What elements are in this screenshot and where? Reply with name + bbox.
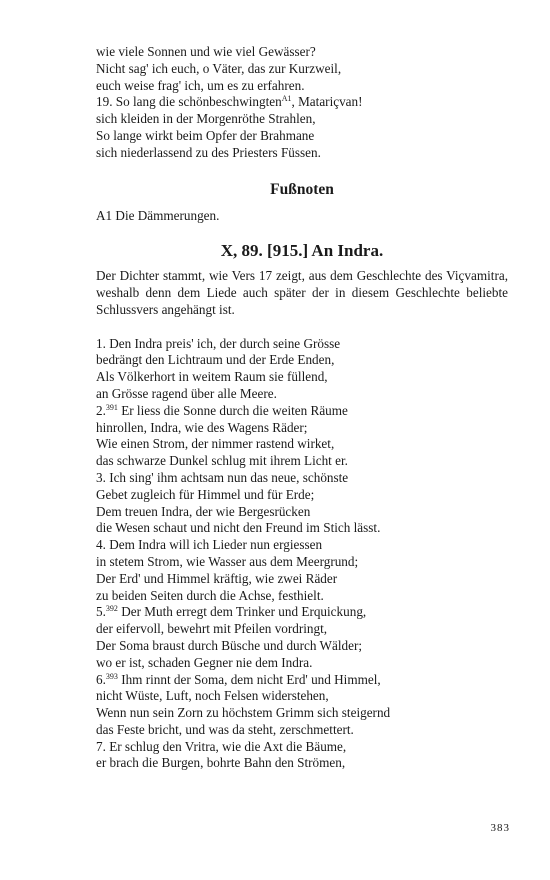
verse-text: zu beiden Seiten durch die Achse, festhielt. bbox=[96, 587, 324, 603]
verse-text: nicht Wüste, Luft, noch Felsen widerstehen, bbox=[96, 688, 329, 704]
top-verse-block bbox=[96, 44, 508, 162]
verse-text: 1. Den Indra preis' ich, der durch seine Grösse bbox=[96, 335, 341, 351]
paragraph-gap bbox=[96, 319, 508, 336]
verse-line bbox=[96, 94, 508, 111]
verse-text-continued: Er liess die Sonne durch die weiten Räume bbox=[117, 402, 348, 418]
verse-line bbox=[96, 386, 508, 403]
verse-line bbox=[96, 369, 508, 386]
verse-text: bedrängt den Lichtraum und der Erde Enden, bbox=[96, 352, 335, 368]
verse-text: sich kleiden in der Morgenröthe Strahlen, bbox=[96, 111, 316, 127]
verse-text: 7. Er schlug den Vritra, wie die Axt die Bäume, bbox=[96, 738, 347, 754]
verse-text: an Grösse ragend über alle Meere. bbox=[96, 385, 277, 401]
footnote-item: A1 Die Dämmerungen. bbox=[96, 207, 220, 223]
verse-line bbox=[96, 145, 508, 162]
verse-line bbox=[96, 755, 508, 772]
verse-line bbox=[96, 604, 508, 621]
footnote-marker[interactable]: 393 bbox=[105, 671, 118, 681]
verse-line bbox=[96, 722, 508, 739]
verse-line bbox=[96, 61, 508, 78]
verse-text: euch weise frag' ich, um es zu erfahren. bbox=[96, 77, 305, 93]
verse-text: 5. bbox=[96, 604, 106, 620]
verse-line bbox=[96, 504, 508, 521]
verse-line bbox=[96, 705, 508, 722]
verse-text: So lange wirkt beim Opfer der Brahmane bbox=[96, 127, 315, 143]
verse-text-continued: Ihm rinnt der Soma, dem nicht Erd' und Himmel, bbox=[117, 671, 381, 687]
footnote-marker[interactable]: 391 bbox=[105, 402, 118, 412]
verse-text: das schwarze Dunkel schlug mit ihrem Licht er. bbox=[96, 453, 348, 469]
verse-line bbox=[96, 453, 508, 470]
verse-text-continued: , Matariçvan! bbox=[291, 94, 363, 110]
verse-text: wo er ist, schaden Gegner nie dem Indra. bbox=[96, 654, 313, 670]
verse-line bbox=[96, 436, 508, 453]
verse-text: er brach die Burgen, bohrte Bahn den Strömen, bbox=[96, 755, 346, 771]
verse-text: 4. Dem Indra will ich Lieder nun ergiessen bbox=[96, 537, 323, 553]
verse-line bbox=[96, 571, 508, 588]
verse-text: wie viele Sonnen und wie viel Gewässer? bbox=[96, 44, 316, 59]
verse-text: Wenn nun sein Zorn zu höchstem Grimm sich steigernd bbox=[96, 705, 391, 721]
verse-line bbox=[96, 403, 508, 420]
verse-line bbox=[96, 588, 508, 605]
footnote-list bbox=[96, 208, 508, 225]
verse-line bbox=[96, 470, 508, 487]
footnote-marker[interactable]: 392 bbox=[105, 604, 118, 614]
verse-text: 19. So lang die schönbeschwingten bbox=[96, 94, 282, 110]
verse-text: 6. bbox=[96, 671, 106, 687]
verse-line bbox=[96, 688, 508, 705]
verse-line bbox=[96, 487, 508, 504]
verse-line bbox=[96, 336, 508, 353]
verse-text: der eifervoll, bewehrt mit Pfeilen vordringt, bbox=[96, 621, 328, 637]
verse-text: Dem treuen Indra, der wie Bergesrücken bbox=[96, 503, 311, 519]
verse-text: die Wesen schaut und nicht den Freund im Stich lässt. bbox=[96, 520, 381, 536]
verse-text: 3. Ich sing' ihm achtsam nun das neue, schönste bbox=[96, 469, 349, 485]
footnotes-heading: Fußnoten bbox=[270, 180, 334, 198]
verse-line bbox=[96, 352, 508, 369]
page-number: 383 bbox=[490, 822, 510, 834]
verse-line bbox=[96, 672, 508, 689]
section-heading: X, 89. [915.] An Indra. bbox=[220, 241, 384, 261]
verse-line bbox=[96, 638, 508, 655]
verse-line bbox=[96, 420, 508, 437]
verse-line bbox=[96, 621, 508, 638]
verse-text: Gebet zugleich für Himmel und für Erde; bbox=[96, 486, 315, 502]
verse-line bbox=[96, 739, 508, 756]
verse-text: Der Erd' und Himmel kräftig, wie zwei Räder bbox=[96, 570, 338, 586]
verse-line bbox=[96, 128, 508, 145]
verse-text: Als Völkerhort in weitem Raum sie füllend, bbox=[96, 369, 328, 385]
verse-line bbox=[96, 520, 508, 537]
verse-text: in stetem Strom, wie Wasser aus dem Meergrund; bbox=[96, 553, 359, 569]
verse-text: 2. bbox=[96, 402, 106, 418]
verse-text: Nicht sag' ich euch, o Väter, das zur Kurzweil, bbox=[96, 60, 342, 76]
verse-text: hinrollen, Indra, wie des Wagens Räder; bbox=[96, 419, 308, 435]
verse-text: Der Soma braust durch Büsche und durch Wälder; bbox=[96, 637, 362, 653]
verse-text: das Feste bricht, und was da steht, zerschmettert. bbox=[96, 721, 354, 737]
verse-block bbox=[96, 336, 508, 773]
footnote-marker[interactable]: A1 bbox=[281, 94, 292, 104]
verse-line bbox=[96, 655, 508, 672]
verse-line bbox=[96, 44, 508, 61]
verse-line bbox=[96, 111, 508, 128]
section-intro: Der Dichter stammt, wie Vers 17 zeigt, aus dem Geschlechte des Viçvamitra, weshalb denn dem Liede auch später der in diesem Geschlechte beliebte Schlussvers angehängt ist. bbox=[96, 268, 508, 317]
verse-line bbox=[96, 537, 508, 554]
verse-text: Wie einen Strom, der nimmer rastend wirket, bbox=[96, 436, 335, 452]
page-content bbox=[96, 44, 508, 772]
verse-text-continued: Der Muth erregt dem Trinker und Erquickung, bbox=[117, 604, 367, 620]
verse-line bbox=[96, 78, 508, 95]
verse-text: sich niederlassend zu des Priesters Füssen. bbox=[96, 144, 321, 160]
verse-line bbox=[96, 554, 508, 571]
